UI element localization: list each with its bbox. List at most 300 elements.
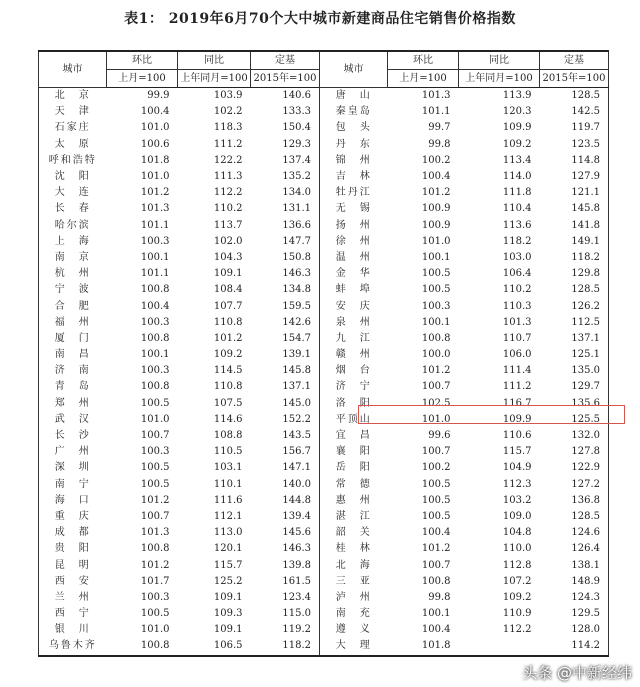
left-mom-value: 101.0 [140,413,170,425]
right-base-value: 145.8 [540,201,609,217]
right-base-value: 126.4 [540,541,609,557]
left-city: 银 川 [39,622,107,638]
table-row [39,104,609,120]
left-base-value: 133.3 [251,104,320,120]
table-row [39,201,609,217]
right-city: 金 华 [320,266,388,282]
table-row [39,266,609,282]
left-mom-value: 100.8 [140,381,170,393]
table-row [39,622,609,638]
right-base-value: 135.0 [540,363,609,379]
left-mom-value: 100.3 [140,235,170,247]
right-mom-value: 100.2 [421,462,451,474]
left-city: 深 圳 [39,460,107,476]
right-mom-value: 102.5 [421,397,451,409]
left-mom-value: 101.2 [140,187,170,199]
left-city: 石家庄 [39,120,107,136]
right-mom-value: 101.2 [421,187,451,199]
city-header: 城市 [320,51,388,88]
table-row [39,541,609,557]
left-mom-value: 100.6 [140,138,170,150]
left-base-value: 135.2 [251,169,320,185]
table-row [39,638,609,655]
left-base-value: 143.5 [251,428,320,444]
left-base-value: 146.3 [251,541,320,557]
left-city: 杭 州 [39,266,107,282]
right-base-value: 127.8 [540,444,609,460]
right-base-value: 138.1 [540,557,609,573]
left-city: 乌鲁木齐 [39,638,107,655]
left-mom-value: 100.8 [107,638,178,655]
left-city: 昆 明 [39,557,107,573]
left-city: 济 南 [39,363,107,379]
right-city: 吉 林 [320,169,388,185]
left-yoy-value: 111.6 [213,494,243,506]
left-yoy-value: 115.7 [213,559,243,571]
right-base-value: 126.2 [540,298,609,314]
left-mom-value: 100.3 [140,446,170,458]
table-row [39,234,609,250]
left-yoy-value: 122.2 [213,154,243,166]
left-mom-value: 101.2 [140,559,170,571]
left-city: 武 汉 [39,412,107,428]
right-yoy-value: 104.9 [502,462,532,474]
right-mom-value: 99.8 [428,591,451,603]
right-base-value: 127.9 [540,169,609,185]
mom-header: 环比 [388,51,459,70]
base-header: 定基 [540,51,609,70]
table-row [39,185,609,201]
table-row [39,606,609,622]
table-row [39,379,609,395]
left-city: 成 都 [39,525,107,541]
left-yoy-value: 112.2 [213,187,243,199]
right-mom-value: 100.3 [421,300,451,312]
right-base-value: 127.2 [540,477,609,493]
left-mom-value: 101.7 [140,575,170,587]
left-base-value: 145.0 [251,396,320,412]
right-city: 三 亚 [320,574,388,590]
right-base-value: 125.5 [540,412,609,428]
left-mom-value: 100.5 [140,478,170,490]
left-city: 合 肥 [39,298,107,314]
left-city: 太 原 [39,137,107,153]
left-mom-value: 101.1 [140,268,170,280]
right-base-value: 148.9 [540,574,609,590]
table-row [39,88,609,105]
left-mom-value: 100.4 [140,300,170,312]
left-yoy-value: 113.7 [213,219,243,231]
yoy-subheader: 上年同月=100 [178,70,251,88]
left-yoy-value: 103.9 [213,90,243,102]
left-yoy-value: 101.2 [213,332,243,344]
left-mom-value: 101.8 [140,154,170,166]
left-mom-value: 100.3 [140,316,170,328]
right-yoy-value: 111.8 [502,187,532,199]
left-mom-value: 100.5 [140,397,170,409]
left-yoy-value: 108.8 [213,430,243,442]
right-city: 桂 林 [320,541,388,557]
right-city: 襄 阳 [320,444,388,460]
left-base-value: 118.2 [251,638,320,655]
right-yoy-value: 113.4 [502,154,532,166]
right-yoy-value: 118.2 [502,235,532,247]
right-city: 洛 阳 [320,396,388,412]
left-base-value: 154.7 [251,331,320,347]
left-yoy-value: 109.1 [213,268,243,280]
left-city: 青 岛 [39,379,107,395]
right-base-value: 128.5 [540,282,609,298]
right-city: 秦皇岛 [320,104,388,120]
left-yoy-value: 109.2 [213,349,243,361]
right-city: 九 江 [320,331,388,347]
right-yoy-value: 112.3 [502,478,532,490]
left-yoy-value: 104.3 [213,251,243,263]
right-city: 唐 山 [320,88,388,105]
base-subheader: 2015年=100 [540,70,609,88]
left-mom-value: 101.2 [140,494,170,506]
right-mom-value: 100.7 [421,559,451,571]
right-base-value: 129.5 [540,606,609,622]
right-base-value: 121.1 [540,185,609,201]
left-mom-value: 100.5 [140,462,170,474]
right-city: 牡丹江 [320,185,388,201]
left-mom-value: 100.8 [140,332,170,344]
price-index-table [38,50,609,657]
right-mom-value: 100.4 [421,624,451,636]
right-base-value: 114.8 [540,153,609,169]
right-city: 包 头 [320,120,388,136]
right-mom-value: 101.2 [421,543,451,555]
right-mom-value: 101.0 [421,235,451,247]
right-yoy-value: 114.0 [502,171,532,183]
right-mom-value: 100.8 [421,575,451,587]
left-mom-value: 100.7 [140,510,170,522]
table-row [39,169,609,185]
right-yoy-value: 109.9 [502,122,532,134]
right-city: 北 海 [320,557,388,573]
right-base-value: 129.7 [540,379,609,395]
right-mom-value: 100.2 [421,154,451,166]
table-row [39,153,609,169]
right-mom-value: 100.5 [421,268,451,280]
left-city: 贵 阳 [39,541,107,557]
right-base-value: 137.1 [540,331,609,347]
table-title: 表1： 2019年6月70个大中城市新建商品住宅销售价格指数 [124,11,516,27]
left-city: 天 津 [39,104,107,120]
left-mom-value: 101.0 [140,171,170,183]
left-city: 上 海 [39,234,107,250]
right-yoy-value: 104.8 [502,527,532,539]
left-mom-value: 100.7 [140,430,170,442]
right-yoy-value: 109.0 [502,510,532,522]
left-yoy-value: 112.1 [213,510,243,522]
right-yoy-value: 115.7 [502,446,532,458]
left-base-value: 147.1 [251,460,320,476]
left-base-value: 159.5 [251,298,320,314]
right-city: 常 德 [320,477,388,493]
right-mom-value: 100.5 [421,494,451,506]
table-row [39,218,609,234]
left-city: 南 京 [39,250,107,266]
highlight-box-luoyang [358,405,625,424]
left-base-value: 147.7 [251,234,320,250]
right-mom-value: 100.4 [421,171,451,183]
left-yoy-value: 114.5 [213,365,243,377]
right-city: 安 庆 [320,298,388,314]
left-city: 西 安 [39,574,107,590]
right-base-value: 141.8 [540,218,609,234]
right-yoy-value: 110.3 [502,300,532,312]
left-city: 广 州 [39,444,107,460]
left-yoy-value: 120.1 [213,543,243,555]
table-row [39,509,609,525]
right-city: 蚌 埠 [320,282,388,298]
left-city: 西 宁 [39,606,107,622]
right-city: 泸 州 [320,590,388,606]
right-city: 锦 州 [320,153,388,169]
left-yoy-value: 118.3 [213,122,243,134]
left-base-value: 137.4 [251,153,320,169]
left-base-value: 152.2 [251,412,320,428]
left-yoy-value: 113.0 [213,527,243,539]
left-yoy-value: 108.4 [213,284,243,296]
right-base-value: 128.5 [540,509,609,525]
right-base-value: 129.8 [540,266,609,282]
right-base-value: 119.7 [540,120,609,136]
right-yoy-value: 109.2 [502,138,532,150]
right-mom-value: 100.5 [421,510,451,522]
left-city: 呼和浩特 [39,153,107,169]
table-row [39,477,609,493]
table-row [39,363,609,379]
left-yoy-value: 103.1 [213,462,243,474]
right-city: 大 理 [320,638,388,655]
right-city: 宜 昌 [320,428,388,444]
left-mom-value: 101.0 [140,624,170,636]
left-base-value: 139.1 [251,347,320,363]
left-mom-value: 99.9 [147,90,170,102]
right-yoy-value: 110.9 [502,608,532,620]
right-city: 济 宁 [320,379,388,395]
right-yoy-value: 113.9 [502,90,532,102]
left-city: 重 庆 [39,509,107,525]
left-yoy-value: 110.5 [213,446,243,458]
left-mom-value: 101.0 [140,122,170,134]
right-city: 泉 州 [320,315,388,331]
left-mom-value: 100.1 [140,349,170,361]
left-base-value: 156.7 [251,444,320,460]
right-yoy-value: 107.2 [502,575,532,587]
left-mom-value: 101.3 [140,527,170,539]
left-city: 长 春 [39,201,107,217]
right-city: 遵 义 [320,622,388,638]
right-mom-value: 99.7 [428,122,451,134]
right-base-value: 125.1 [540,347,609,363]
right-mom-value: 100.5 [421,284,451,296]
right-city: 湛 江 [320,509,388,525]
right-base-value: 118.2 [540,250,609,266]
left-yoy-value: 109.3 [213,608,243,620]
left-base-value: 134.8 [251,282,320,298]
table-row [39,282,609,298]
left-base-value: 142.6 [251,315,320,331]
left-mom-value: 100.4 [140,106,170,118]
left-base-value: 146.3 [251,266,320,282]
right-mom-value: 101.1 [421,106,451,118]
left-mom-value: 100.8 [140,284,170,296]
right-yoy-value: 110.0 [502,543,532,555]
table-row [39,315,609,331]
right-yoy-value: 111.4 [502,365,532,377]
right-city: 丹 东 [320,137,388,153]
left-yoy-value: 110.8 [213,316,243,328]
right-yoy-value: 110.6 [502,430,532,442]
table-row [39,137,609,153]
right-yoy-value: 112.8 [502,559,532,571]
table-row [39,574,609,590]
right-yoy-value: 106.4 [502,268,532,280]
left-city: 海 口 [39,493,107,509]
right-base-value: 128.5 [540,88,609,105]
table-row [39,298,609,314]
table-row [39,428,609,444]
right-mom-value: 101.8 [388,638,459,655]
right-base-value: 128.0 [540,622,609,638]
left-base-value: 136.6 [251,218,320,234]
right-yoy-value: 110.2 [502,284,532,296]
yoy-header: 同比 [459,51,540,70]
left-yoy-value: 110.1 [213,478,243,490]
left-city: 南 昌 [39,347,107,363]
table-row [39,590,609,606]
right-mom-value: 100.1 [421,316,451,328]
right-base-value: 149.1 [540,234,609,250]
right-city: 赣 州 [320,347,388,363]
right-mom-value: 100.0 [421,349,451,361]
left-city: 南 宁 [39,477,107,493]
left-base-value: 131.1 [251,201,320,217]
left-base-value: 137.1 [251,379,320,395]
left-yoy-value: 102.2 [213,106,243,118]
right-yoy-value: 109.9 [502,413,532,425]
right-yoy-value: 106.0 [502,349,532,361]
yoy-subheader: 上年同月=100 [459,70,540,88]
left-base-value: 139.4 [251,509,320,525]
left-city: 哈尔滨 [39,218,107,234]
left-yoy-value: 102.0 [213,235,243,247]
right-yoy-value: 110.4 [502,203,532,215]
left-mom-value: 100.3 [140,591,170,603]
right-city: 徐 州 [320,234,388,250]
right-base-value: 142.5 [540,104,609,120]
right-base-value: 114.2 [540,638,609,655]
right-mom-value: 100.7 [421,446,451,458]
left-mom-value: 101.1 [140,219,170,231]
yoy-header: 同比 [178,51,251,70]
watermark: 头条 @中新经纬 [522,664,632,682]
right-city: 南 充 [320,606,388,622]
left-base-value: 129.3 [251,137,320,153]
base-header: 定基 [251,51,320,70]
left-base-value: 150.8 [251,250,320,266]
left-base-value: 145.6 [251,525,320,541]
left-city: 厦 门 [39,331,107,347]
table-row [39,347,609,363]
table-row [39,331,609,347]
city-header: 城市 [39,51,107,88]
table-row [39,525,609,541]
left-base-value: 123.4 [251,590,320,606]
table-row [39,444,609,460]
left-yoy-value: 109.1 [213,591,243,603]
right-mom-value: 99.8 [428,138,451,150]
left-yoy-value: 107.5 [213,397,243,409]
left-city: 郑 州 [39,396,107,412]
right-city: 惠 州 [320,493,388,509]
left-base-value: 139.8 [251,557,320,573]
left-base-value: 150.4 [251,120,320,136]
left-base-value: 140.0 [251,477,320,493]
right-base-value: 132.0 [540,428,609,444]
right-city: 烟 台 [320,363,388,379]
left-mom-value: 100.8 [140,543,170,555]
right-base-value: 124.6 [540,525,609,541]
right-mom-value: 100.9 [421,219,451,231]
left-mom-value: 100.3 [140,365,170,377]
right-city: 韶 关 [320,525,388,541]
right-yoy-value: 116.7 [502,397,532,409]
left-base-value: 115.0 [251,606,320,622]
mom-subheader: 上月=100 [107,70,178,88]
table-row [39,493,609,509]
right-mom-value: 101.2 [421,365,451,377]
right-mom-value: 99.6 [428,430,451,442]
right-mom-value: 100.1 [421,608,451,620]
right-yoy-value [459,638,540,655]
left-yoy-value: 107.7 [213,300,243,312]
table-row [39,557,609,573]
left-base-value: 140.6 [251,88,320,105]
table-row [39,460,609,476]
right-mom-value: 100.5 [421,478,451,490]
right-mom-value: 100.8 [421,332,451,344]
right-yoy-value: 110.7 [502,332,532,344]
left-yoy-value: 110.2 [213,203,243,215]
left-city: 大 连 [39,185,107,201]
mom-header: 环比 [107,51,178,70]
left-city: 福 州 [39,315,107,331]
right-city: 平顶山 [320,412,388,428]
left-city: 北 京 [39,88,107,105]
right-mom-value: 101.0 [421,413,451,425]
left-base-value: 145.8 [251,363,320,379]
left-base-value: 144.8 [251,493,320,509]
right-city: 温 州 [320,250,388,266]
left-city: 兰 州 [39,590,107,606]
right-mom-value: 100.9 [421,203,451,215]
right-mom-value: 100.4 [421,527,451,539]
right-base-value: 135.6 [540,396,609,412]
right-yoy-value: 103.2 [502,494,532,506]
left-base-value: 161.5 [251,574,320,590]
left-mom-value: 100.5 [140,608,170,620]
right-base-value: 124.3 [540,590,609,606]
right-yoy-value: 112.2 [502,624,532,636]
left-yoy-value: 106.5 [178,638,251,655]
left-yoy-value: 114.6 [213,413,243,425]
right-base-value: 112.5 [540,315,609,331]
